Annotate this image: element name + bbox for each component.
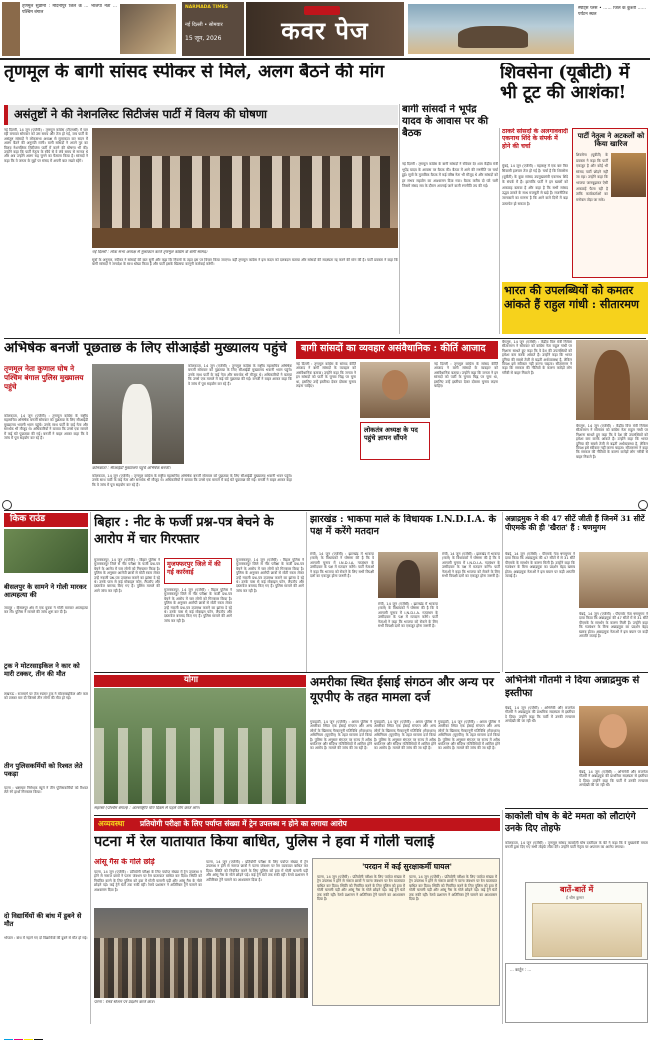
- abhishek-photo-figure: [122, 384, 152, 464]
- masthead: [0, 0, 650, 60]
- cmyk-black: [34, 1039, 43, 1040]
- kick-round-label: किक राउंड: [10, 514, 46, 524]
- abhishek-headline: अभिषेक बनर्जी पूछताछ के लिए सीआईडी मुख्यालय पहुंचे: [4, 341, 287, 356]
- america-headline: अमरीका स्थित ईसाई संगठन और अन्य पर यूएपीए के तहत मामला दर्ज: [310, 675, 494, 704]
- lead-photo-group: [100, 156, 390, 236]
- yoga-photo-mats: [94, 728, 306, 804]
- side-meet-body: नई दिल्ली : तृणमूल कांग्रेस के बागी सांसदों ने रविवार देर शाम केंद्रीय मंत्री भूपेंद्र यादव के आवास पर बैठक की। बैठक में आगे की रणनीति पर चर्चा हुई। सूत्रों के मुताबिक बैठक में कई वरिष्ठ नेता भी मौजूद थे और सांसदों को हर संभव सहयोग का आश्वासन दिया गया। बैठक करीब दो घंटे चली जिसमें संसद सत्र के दौरान अपनाई जाने वाली रणनीति तय की गई।: [402, 162, 498, 189]
- baatein-illustration: [532, 903, 642, 957]
- kirti-body: नई दिल्ली : तृणमूल कांग्रेस के सांसद कीर्ति आजाद ने बागी सांसदों के व्यवहार को असंवैधानिक बताया। उन्होंने कहा कि जनता ने इन सांसदों को पार्टी के चुनाव चिह्न पर चुना था, इसलिए उन्हें इस्तीफा देकर दोबारा चुनाव लड़ना चाहिए।: [296, 362, 356, 389]
- neet-body-2: मुजफ्फरपुर, 14 जून (एजेंसी) : बिहार पुलिस ने मुजफ्फरपुर जिले से नीट परीक्षा के फर्जी प्रश्न-पत्र बेचने के आरोप में चार लोगों को गिरफ्तार किया है। पुलिस के अनुसार आरोपी छात्रों से मोटी रकम लेकर उन्हें नकली प्रश्न-पत्र उपलब्ध कराने का झांसा दे रहे थे। उनके पास से कई मोबाइल फोन, लैपटॉप और दस्तावेज बरामद किए गए हैं। पुलिस मामले की आगे जांच कर रही है।: [164, 588, 232, 623]
- patna-body: पटना, 14 जून (एजेंसी) : प्रतियोगी परीक्षा के लिए पर्याप्त संख्या में ट्रेन उपलब्ध न होने से नाराज छात्रों ने पटना जंक्शन पर रेल यातायात बाधित कर दिया। स्थिति को नियंत्रित करने के लिए पुलिस को हवा में गोली चलानी पड़ी और आंसू गैस के गोले छोड़ने पड़े। कई ट्रेनें घंटों तक रुकी रहीं। रेलवे प्रशासन ने अतिरिक्त ट्रेनें चलाने का आश्वासन दिया है।: [94, 870, 202, 892]
- yoga-label: योगा: [184, 675, 199, 685]
- kick-item-1-body: जयपुर : बीसलपुर क्षेत्र में एक युवक ने गोली मारकर आत्महत्या कर ली। पुलिस ने मामले की जांच शुरू कर दी है।: [4, 606, 88, 615]
- page-label-block: [246, 2, 404, 56]
- patna-box-body: पटना, 14 जून (एजेंसी) : प्रतियोगी परीक्षा के लिए पर्याप्त संख्या में ट्रेन उपलब्ध न होने से नाराज छात्रों ने पटना जंक्शन पर रेल यातायात बाधित कर दिया। स्थिति को नियंत्रित करने के लिए पुलिस को हवा में गोली चलानी पड़ी और आंसू गैस के गोले छोड़ने पड़े। कई ट्रेनें घंटों तक रुकी रहीं। रेलवे प्रशासन ने अतिरिक्त ट्रेनें चलाने का आश्वासन दिया है।: [317, 875, 405, 902]
- america-body-3: गुवाहाटी, 14 जून (एजेंसी) : असम पुलिस ने अमरीका स्थित एक ईसाई संगठन और अन्य लोगों के खिलाफ गैरकानूनी गतिविधि (रोकथाम) अधिनियम (यूएपीए) के तहत मामला दर्ज किया है। पुलिस के अनुसार संगठन पर राज्य में अवैध धर्मांतरण और संदिग्ध गतिविधियों में शामिल होने का आरोप है। मामले की जांच की जा रही है।: [438, 720, 500, 751]
- kirti-photo: [360, 362, 430, 418]
- annadmk-headline: अन्नाद्रमुक ने की 47 सीटें जीती हैं जिनमें 31 सीटें पीएमके की ही 'खैरात' हैं : षणमुगम: [505, 514, 645, 533]
- neet-subbox: [164, 558, 232, 584]
- shivsena-box-body: शिवसेना (यूबीटी) के प्रवक्ता ने कहा कि पार्टी एकजुट है और कोई भी सांसद पार्टी छोड़ने नहीं जा रहा। उन्होंने कहा कि भाजपा जानबूझकर ऐसी अफवाहें फैला रही है ताकि कार्यकर्ताओं का मनोबल तोड़ा जा सके।: [576, 153, 608, 202]
- lead-photo-table: [92, 228, 398, 248]
- logo-emblem: [304, 6, 340, 15]
- gautami-headline: अभिनेत्री गौतमी ने दिया अन्नाद्रमुक से इस्तीफा: [505, 675, 640, 699]
- cmyk-yellow: [24, 1039, 33, 1040]
- color-registration-strip: [4, 1030, 646, 1040]
- gautami-body-2: चेन्नई, 14 जून (एजेंसी) : अभिनेत्री और राजनेता गौतमी ने अन्नाद्रमुक की प्राथमिक सदस्यता से इस्तीफा दे दिया। उन्होंने कहा कि पार्टी में उनकी लगातार अनदेखी की जा रही थी।: [579, 770, 648, 788]
- kick-item-1-title: बीसलपुर के सामने ने गोली मारकर आत्महत्या की: [4, 583, 87, 599]
- abhishek-caption: कोलकाता : सीआईडी मुख्यालय पहुंचे अभिषेक बनर्जी।: [92, 466, 171, 470]
- lead-photo-caption: नई दिल्ली : लोक सभा अध्यक्ष से मुलाकात करते तृणमूल कांग्रेस के बागी सांसद।: [92, 250, 208, 254]
- patna-box: [312, 858, 500, 1006]
- annadmk-body-2: चेन्नई, 14 जून (एजेंसी) : पीएमके नेता षणमुगम ने दावा किया कि अन्नाद्रमुक की 47 सीटों में से 31 सीटें पीएमके के समर्थन के कारण मिली हैं। उन्होंने कहा कि गठबंधन के बिना अन्नाद्रमुक का प्रदर्शन बेहद खराब होता। अन्नाद्रमुक नेताओं ने इस बयान पर कड़ी आपत्ति जताई है।: [579, 612, 648, 639]
- masthead-photo-a: [120, 4, 176, 54]
- lead-body: नई दिल्ली, 14 जून (एजेंसी) : तृणमूल कांग्रेस (टीएमसी) में चल रही बगावत सोमवार को उस समय और तेज हो गई, जब पार्टी के असंतुष्ट सांसदों ने लोकसभा अध्यक्ष से मुलाकात कर सदन में अलग बैठने की अनुमति मांगी। बागी सांसदों ने अपने गुट का विलय नेशनलिस्ट सिटीजंस पार्टी में करने की घोषणा भी की। उन्होंने कहा कि पार्टी नेतृत्व के रवैये से वे लंबे समय से नाराज थे और अब उन्होंने अलग राह चुनने का फैसला किया है। सांसदों ने कहा कि वे जनता के मुद्दों पर संसद में अपनी बात रखते रहेंगे।: [4, 128, 88, 163]
- patna-caption: पटना : रेलवे स्टेशन पर प्रदर्शन करते छात्र।: [94, 1000, 155, 1004]
- cartoon-box: [505, 963, 648, 1023]
- lead-headline: तृणमूल के बागी सांसद स्पीकर से मिले, अलग बैठने की मांग: [4, 63, 385, 82]
- masthead-photo-b-silhouette: [458, 26, 528, 48]
- abhishek-photo: [92, 364, 184, 464]
- baatein-sub: ई श्रीम कुमार: [566, 895, 584, 900]
- registration-mark-right: [638, 500, 648, 510]
- bhakpa-body-2: रांची, 14 जून (एजेंसी) : झारखंड में भाकपा (माले) के विधायकों ने घोषणा की है कि वे आगामी चुनाव में I.N.D.I.A. गठबंधन के उम्मीदवार के पक्ष में मतदान करेंगे। पार्टी नेताओं ने कहा कि भाजपा को रोकने के लिए सभी विपक्षी दलों का एकजुट होना जरूरी है।: [378, 602, 438, 629]
- kick-item-3-body: पटना : भ्रष्टाचार निरोधक ब्यूरो ने तीन पुलिसकर्मियों को रिश्वत लेते रंगे हाथों गिरफ्तार किया।: [4, 786, 88, 795]
- lead-photo: [92, 128, 398, 248]
- gautami-photo: [579, 706, 648, 766]
- cmyk-cyan: [4, 1039, 13, 1040]
- patna-body-2: पटना, 14 जून (एजेंसी) : प्रतियोगी परीक्षा के लिए पर्याप्त संख्या में ट्रेन उपलब्ध न होने से नाराज छात्रों ने पटना जंक्शन पर रेल यातायात बाधित कर दिया। स्थिति को नियंत्रित करने के लिए पुलिस को हवा में गोली चलानी पड़ी और आंसू गैस के गोले छोड़ने पड़े। कई ट्रेनें घंटों तक रुकी रहीं। रेलवे प्रशासन ने अतिरिक्त ट्रेनें चलाने का आश्वासन दिया है।: [206, 860, 308, 882]
- rahul-body: बेंगलुरु, 14 जून (एजेंसी) : केंद्रीय वित्त मंत्री निर्मला सीतारमण ने सोमवार को कांग्रेस नेता राहुल गांधी पर निशाना साधते हुए कहा कि वे देश की उपलब्धियों को हमेशा कम करके आंकते हैं। उन्होंने कहा कि भारत दुनिया की सबसे तेजी से बढ़ती अर्थव्यवस्था है, लेकिन विपक्ष इसे स्वीकार नहीं करना चाहता। सीतारमण ने कहा कि सरकार की नीतियों के कारण करोड़ों लोग गरीबी से बाहर निकले हैं।: [502, 340, 572, 375]
- annadmk-photo: [579, 552, 648, 608]
- baatein-label: बातें-बातें में: [560, 884, 594, 894]
- shivsena-box: [572, 128, 648, 278]
- kirti-quote: लोकतंत्र अध्यक्ष के पद पहुंचे ज्ञापन सौंपने: [364, 426, 418, 442]
- kick-item-2-title: ट्रक ने मोटरसाइकिल ने कार को मारी टक्कर, तीन की मौत: [4, 662, 80, 678]
- cmyk-magenta: [14, 1039, 23, 1040]
- rahul-body-2: बेंगलुरु, 14 जून (एजेंसी) : केंद्रीय वित्त मंत्री निर्मला सीतारमण ने सोमवार को कांग्रेस नेता राहुल गांधी पर निशाना साधते हुए कहा कि वे देश की उपलब्धियों को हमेशा कम करके आंकते हैं। उन्होंने कहा कि भारत दुनिया की सबसे तेजी से बढ़ती अर्थव्यवस्था है, लेकिन विपक्ष इसे स्वीकार नहीं करना चाहता। सीतारमण ने कहा कि सरकार की नीतियों के कारण करोड़ों लोग गरीबी से बाहर निकले हैं।: [576, 424, 648, 459]
- abhishek-body: कोलकाता, 14 जून (एजेंसी) : तृणमूल कांग्रेस के राष्ट्रीय महासचिव अभिषेक बनर्जी सोमवार को पूछताछ के लिए सीआईडी मुख्यालय भवानी भवन पहुंचे। उनके साथ पार्टी के कई नेता और समर्थक भी मौजूद थे। अधिकारियों ने बताया कि उनसे एक मामले में कई घंटे पूछताछ की गई। बनर्जी ने बाहर आकर कहा कि वे जांच में पूरा सहयोग कर रहे हैं।: [4, 414, 88, 441]
- kirti-banner-text: बागी सांसदों का व्यवहार असंवैधानिक : कीर्ति आजाद: [301, 343, 486, 354]
- kirti-body-2: नई दिल्ली : तृणमूल कांग्रेस के सांसद कीर्ति आजाद ने बागी सांसदों के व्यवहार को असंवैधानिक बताया। उन्होंने कहा कि जनता ने इन सांसदों को पार्टी के चुनाव चिह्न पर चुना था, इसलिए उन्हें इस्तीफा देकर दोबारा चुनाव लड़ना चाहिए।: [434, 362, 498, 389]
- america-body: गुवाहाटी, 14 जून (एजेंसी) : असम पुलिस ने अमरीका स्थित एक ईसाई संगठन और अन्य लोगों के खिलाफ गैरकानूनी गतिविधि (रोकथाम) अधिनियम (यूएपीए) के तहत मामला दर्ज किया है। पुलिस के अनुसार संगठन पर राज्य में अवैध धर्मांतरण और संदिग्ध गतिविधियों में शामिल होने का आरोप है। मामले की जांच की जा रही है।: [310, 720, 372, 751]
- patna-kicker-label: अव्यवस्था: [98, 819, 125, 828]
- neet-subbox-text: मुजफ्फरपुर जिले में की गई कार्रवाई: [167, 560, 221, 576]
- yoga-caption: सहरसा (पश्चिम बंगाल) : अंतरराष्ट्रीय योग दिवस से पहले योग करते लोग।: [94, 806, 200, 810]
- gautami-photo-face: [599, 714, 627, 748]
- shivsena-body: मुंबई, 14 जून (एजेंसी) : महाराष्ट्र में एक बार फिर सियासी हलचल तेज हो गई है। चर्चा है कि शिवसेना (यूबीटी) के कुछ सांसद उपमुख्यमंत्री एकनाथ शिंदे के संपर्क में हैं। हालांकि पार्टी ने इन खबरों को अफवाह बताया है और कहा है कि सभी सांसद उद्धव ठाकरे के साथ मजबूती से खड़े हैं। राजनीतिक जानकारों का मानना है कि आने वाले दिनों में बड़ा उलटफेर हो सकता है।: [502, 164, 568, 206]
- patna-box-body-2: पटना, 14 जून (एजेंसी) : प्रतियोगी परीक्षा के लिए पर्याप्त संख्या में ट्रेन उपलब्ध न होने से नाराज छात्रों ने पटना जंक्शन पर रेल यातायात बाधित कर दिया। स्थिति को नियंत्रित करने के लिए पुलिस को हवा में गोली चलानी पड़ी और आंसू गैस के गोले छोड़ने पड़े। कई ट्रेनें घंटों तक रुकी रहीं। रेलवे प्रशासन ने अतिरिक्त ट्रेनें चलाने का आश्वासन दिया है।: [409, 875, 497, 902]
- left-teaser: तृणमूल सुप्रीमो : मेदिनीपुर जिले के ... भाजपा नेता ... पश्चिम बंगाल: [22, 4, 117, 15]
- registration-mark-left: [2, 500, 12, 510]
- kick-item-3-title: तीन पुलिसकर्मियों को रिश्वत लेते पकड़ा: [4, 762, 83, 778]
- neet-body-3: मुजफ्फरपुर, 14 जून (एजेंसी) : बिहार पुलिस ने मुजफ्फरपुर जिले से नीट परीक्षा के फर्जी प्रश्न-पत्र बेचने के आरोप में चार लोगों को गिरफ्तार किया है। पुलिस के अनुसार आरोपी छात्रों से मोटी रकम लेकर उन्हें नकली प्रश्न-पत्र उपलब्ध कराने का झांसा दे रहे थे। उनके पास से कई मोबाइल फोन, लैपटॉप और दस्तावेज बरामद किए गए हैं। पुलिस मामले की आगे जांच कर रही है।: [236, 558, 304, 593]
- bhakpa-photo-figure: [396, 560, 420, 598]
- bhakpa-body-3: रांची, 14 जून (एजेंसी) : झारखंड में भाकपा (माले) के विधायकों ने घोषणा की है कि वे आगामी चुनाव में I.N.D.I.A. गठबंधन के उम्मीदवार के पक्ष में मतदान करेंगे। पार्टी नेताओं ने कहा कि भाजपा को रोकने के लिए सभी विपक्षी दलों का एकजुट होना जरूरी है।: [442, 552, 500, 579]
- abhishek-kicker: तृणमूल नेता कुणाल घोष ने पश्चिम बंगाल पुलिस मुख्यालय पहुंचे: [4, 364, 84, 391]
- patna-kicker-bar: [94, 818, 500, 831]
- patna-kicker: प्रतियोगी परीक्षा के लिए पर्याप्त संख्या में ट्रेन उपलब्ध न होने का लगाया आरोप: [140, 819, 347, 828]
- shivsena-box-title: पार्टी नेतृत्व ने अटकलों को किया खारिज: [577, 131, 645, 149]
- lead-subhead: असंतुष्टों ने की नेशनलिस्ट सिटीजंस पार्टी में विलय की घोषणा: [14, 107, 268, 121]
- bhakpa-body: रांची, 14 जून (एजेंसी) : झारखंड में भाकपा (माले) के विधायकों ने घोषणा की है कि वे आगामी चुनाव में I.N.D.I.A. गठबंधन के उम्मीदवार के पक्ष में मतदान करेंगे। पार्टी नेताओं ने कहा कि भाजपा को रोकने के लिए सभी विपक्षी दलों का एकजुट होना जरूरी है।: [310, 552, 374, 579]
- shivsena-headline-text: शिवसेना (यूबीटी) में भी टूट की आशंका!: [500, 63, 630, 103]
- yoga-photo: [94, 688, 306, 804]
- kakoli-headline: काकोली घोष के बेटे ममता को लौटाएंगे उनके दिए तोहफे: [505, 811, 636, 834]
- abhishek-col-2: कोलकाता, 14 जून (एजेंसी) : तृणमूल कांग्रेस के राष्ट्रीय महासचिव अभिषेक बनर्जी सोमवार को पूछताछ के लिए सीआईडी मुख्यालय भवानी भवन पहुंचे। उनके साथ पार्टी के कई नेता और समर्थक भी मौजूद थे। अधिकारियों ने बताया कि उनसे एक मामले में कई घंटे पूछताछ की गई। बनर्जी ने बाहर आकर कहा कि वे जांच में पूरा सहयोग कर रहे हैं।: [188, 364, 292, 386]
- shivsena-sub: ठाकरे सांसदों के अलगाववादी एकनाथ शिंदे के संपर्क में होने की चर्चा: [502, 128, 568, 150]
- masthead-date: 15 जून, 2026: [185, 35, 222, 42]
- side-meet-headline: बागी सांसदों ने भूपेंद्र यादव के आवास पर की बैठक: [402, 104, 489, 139]
- kick-round-photo: [4, 529, 88, 573]
- baatein-box: [525, 882, 648, 960]
- kirti-photo-face: [382, 370, 408, 400]
- kirti-banner: [296, 341, 498, 359]
- patna-sub: आंसू गैस के गोले छोड़े: [94, 858, 155, 866]
- edition-label: NARMADA TIMES: [185, 5, 228, 10]
- annadmk-body: चेन्नई, 14 जून (एजेंसी) : पीएमके नेता षणमुगम ने दावा किया कि अन्नाद्रमुक की 47 सीटों में से 31 सीटें पीएमके के समर्थन के कारण मिली हैं। उन्होंने कहा कि गठबंधन के बिना अन्नाद्रमुक का प्रदर्शन बेहद खराब होता। अन्नाद्रमुक नेताओं ने इस बयान पर कड़ी आपत्ति जताई है।: [505, 552, 575, 579]
- bhakpa-photo: [378, 552, 438, 598]
- kick-round-label-box: [4, 513, 88, 527]
- rahul-photo-figure: [594, 350, 630, 420]
- lead-body-2: सूत्रों के अनुसार, स्पीकर ने सांसदों की बात सुनी और कहा कि नियमों के तहत इस पर विचार किया जाएगा। वहीं तृणमूल कांग्रेस ने इस कदम को दलबदल बताया और सांसदों की सदस्यता रद्द करने की मांग की है। पार्टी प्रवक्ता ने कहा कि बागी सांसदों ने जनादेश के साथ धोखा किया है और पार्टी इसके खिलाफ कानूनी कार्रवाई करेगी।: [92, 258, 398, 267]
- masthead-photo-b: [408, 4, 574, 54]
- page-label: कवर पेज: [281, 16, 369, 45]
- patna-headline: पटना में रेल यातायात किया बाधित, पुलिस ने हवा में गोली चलाई: [94, 834, 435, 850]
- kirti-quote-box: [360, 422, 430, 460]
- kick-item-4-body: भोपाल : बांध में नहाने गए दो विद्यार्थियों की डूबने से मौत हो गई।: [4, 936, 88, 940]
- patna-photo-crowd: [94, 938, 308, 998]
- shivsena-box-photo: [611, 153, 646, 197]
- edition-line: नई दिल्ली • सोमवार: [185, 22, 223, 28]
- bhakpa-headline: झारखंड : भाकपा माले के विधायक I.N.D.I.A. के पक्ष में करेंगे मतदान: [310, 514, 496, 537]
- rahul-headline: भारत की उपलब्धियों को कमतर आंकते हैं राहुल गांधी : सीतारमण: [504, 284, 640, 311]
- lead-subhead-strip: [4, 105, 398, 125]
- right-teaser: स्पोर्ट्स प्लस • ...... जिले के कुश्ती ...... पर्यटन स्थल: [578, 6, 646, 17]
- kick-item-2-body: लखनऊ : राजमार्ग पर तेज रफ्तार ट्रक ने मोटरसाइकिल और कार को टक्कर मार दी जिससे तीन लोगों की मौत हो गई।: [4, 692, 88, 701]
- neet-body: मुजफ्फरपुर, 14 जून (एजेंसी) : बिहार पुलिस ने मुजफ्फरपुर जिले से नीट परीक्षा के फर्जी प्रश्न-पत्र बेचने के आरोप में चार लोगों को गिरफ्तार किया है। पुलिस के अनुसार आरोपी छात्रों से मोटी रकम लेकर उन्हें नकली प्रश्न-पत्र उपलब्ध कराने का झांसा दे रहे थे। उनके पास से कई मोबाइल फोन, लैपटॉप और दस्तावेज बरामद किए गए हैं। पुलिस मामले की आगे जांच कर रही है।: [94, 558, 160, 593]
- gautami-body: चेन्नई, 14 जून (एजेंसी) : अभिनेत्री और राजनेता गौतमी ने अन्नाद्रमुक की प्राथमिक सदस्यता से इस्तीफा दे दिया। उन्होंने कहा कि पार्टी में उनकी लगातार अनदेखी की जा रही थी।: [505, 706, 575, 724]
- masthead-brand-block: [182, 2, 244, 56]
- shivsena-headline: [500, 63, 648, 127]
- yoga-label-box: [94, 675, 306, 687]
- cartoon-caption: ... कार्टून : ...: [510, 967, 532, 972]
- kakoli-body: कोलकाता, 14 जून (एजेंसी) : तृणमूल सांसद काकोली घोष दस्तीदार के बेटे ने कहा कि वे मुख्यमंत्री ममता बनर्जी द्वारा दिए गए सभी तोहफे लौटा देंगे। उन्होंने पार्टी नेतृत्व पर अपमान का आरोप लगाया।: [505, 841, 648, 850]
- patna-photo: [94, 908, 308, 998]
- kick-item-4-title: दो विद्यार्थियों की बांध में डूबने से मौत: [4, 912, 82, 928]
- left-teaser-photo: [2, 2, 20, 56]
- abhishek-col-3: कोलकाता, 14 जून (एजेंसी) : तृणमूल कांग्रेस के राष्ट्रीय महासचिव अभिषेक बनर्जी सोमवार को पूछताछ के लिए सीआईडी मुख्यालय भवानी भवन पहुंचे। उनके साथ पार्टी के कई नेता और समर्थक भी मौजूद थे। अधिकारियों ने बताया कि उनसे एक मामले में कई घंटे पूछताछ की गई। बनर्जी ने बाहर आकर कहा कि वे जांच में पूरा सहयोग कर रहे हैं।: [92, 474, 292, 487]
- patna-box-title: 'परदान में कई सुरक्षाकर्मी घायल': [362, 862, 452, 871]
- neet-headline: बिहार : नीट के फर्जी प्रश्न-पत्र बेचने के आरोप में चार गिरफ्तार: [94, 515, 274, 547]
- rahul-photo: [576, 340, 648, 420]
- america-body-2: गुवाहाटी, 14 जून (एजेंसी) : असम पुलिस ने अमरीका स्थित एक ईसाई संगठन और अन्य लोगों के खिलाफ गैरकानूनी गतिविधि (रोकथाम) अधिनियम (यूएपीए) के तहत मामला दर्ज किया है। पुलिस के अनुसार संगठन पर राज्य में अवैध धर्मांतरण और संदिग्ध गतिविधियों में शामिल होने का आरोप है। मामले की जांच की जा रही है।: [374, 720, 436, 751]
